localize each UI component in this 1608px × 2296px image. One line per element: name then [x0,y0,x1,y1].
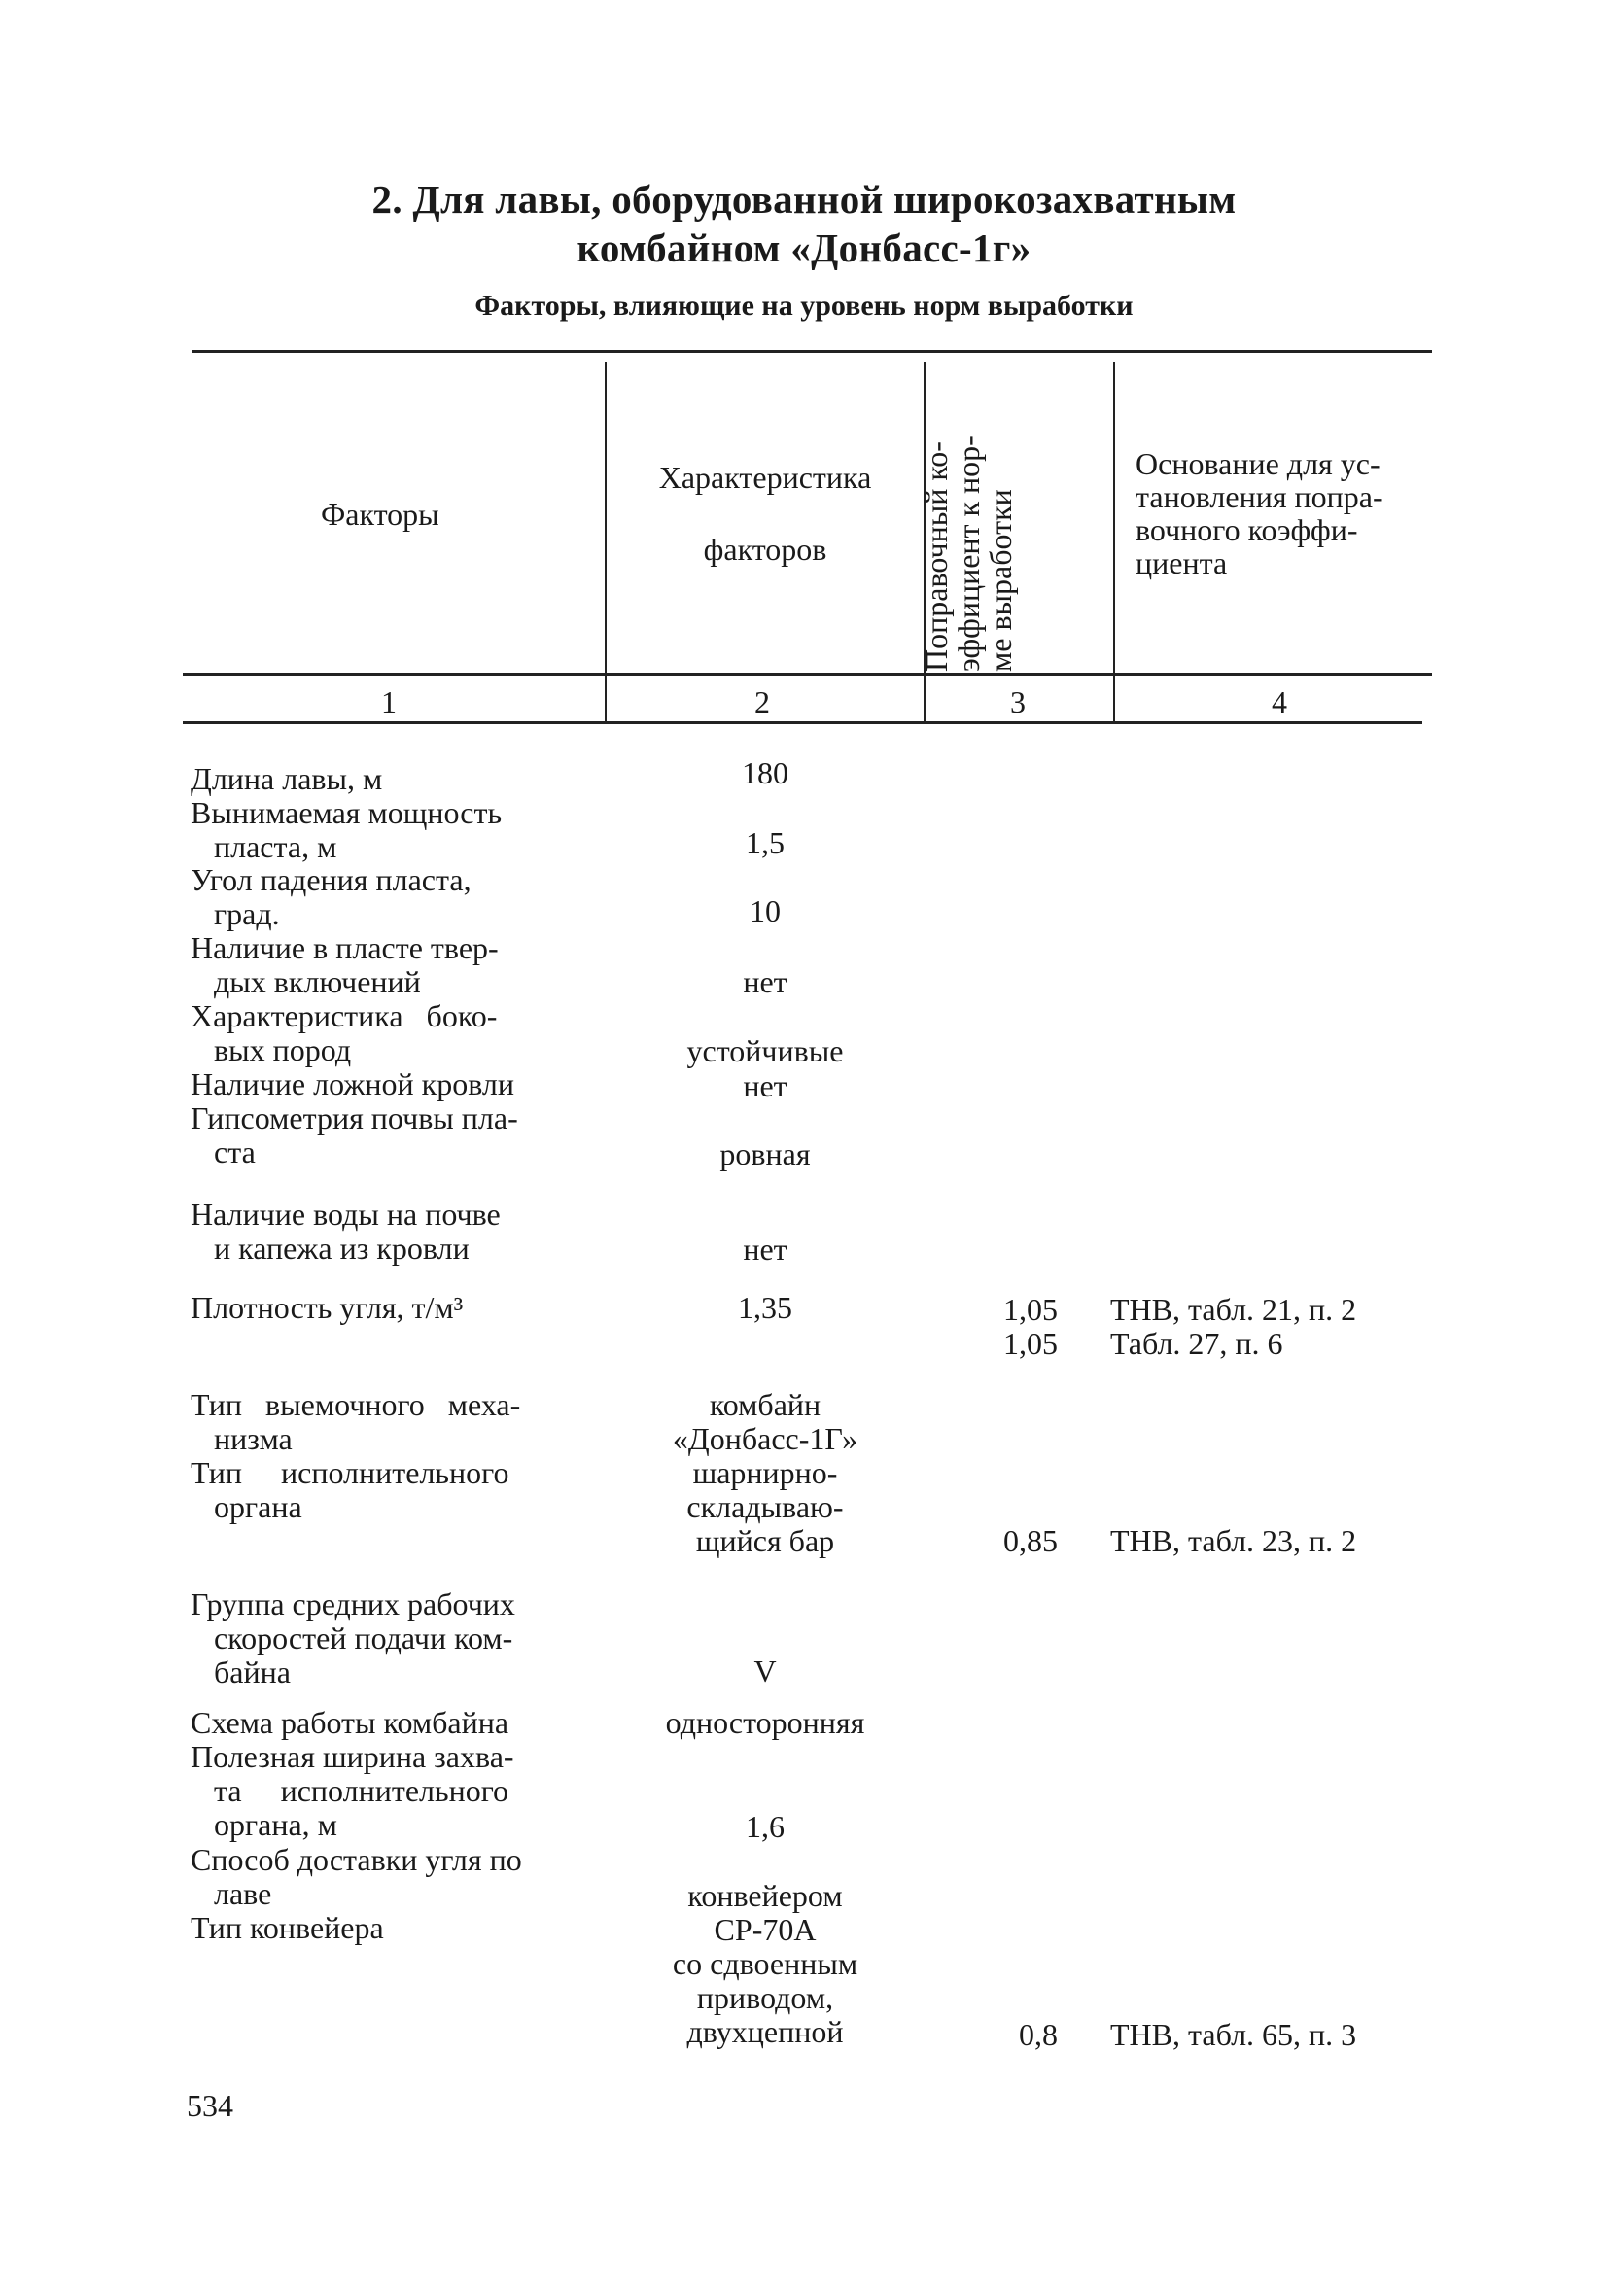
row-16-value: СР-70А со сдвоенным приводом, двухцепной [672,1912,858,2049]
row-3-factor: Угол падения пласта, град. [191,862,472,931]
row-11-coefficient: 0,85 [1003,1523,1058,1558]
row-6-value: нет [743,1068,787,1103]
row-4-factor: Наличие в пласте твер- дых включений [191,930,499,999]
header-bottom-rule [183,673,1432,676]
column-number-1: 1 [381,684,397,719]
row-16-basis: ТНВ, табл. 65, п. 3 [1110,2017,1357,2052]
section-title-line-2: комбайном «Донбасс-1г» [577,226,1031,270]
header-factors: Факторы [321,497,439,532]
row-4-value: нет [743,964,787,999]
row-9-coefficient: 1,05 1,05 [1003,1292,1058,1361]
header-characteristics-line-1: Характеристика [658,460,872,495]
header-divider-3 [1113,362,1115,723]
column-number-2: 2 [754,684,770,719]
page-number: 534 [187,2088,233,2123]
header-characteristics-line-2: факторов [703,532,827,567]
row-3-value: 10 [750,893,781,928]
row-9-factor: Плотность угля, т/м³ [191,1290,464,1325]
table-top-rule [192,350,1432,353]
row-1-factor: Длина лавы, м [191,761,383,796]
header-basis: Основание для ус- тановления попра- вочного коэффи- циента [1136,446,1383,580]
row-10-factor: Тип выемочного меха- низма [191,1387,521,1456]
row-9-value: 1,35 [738,1290,792,1325]
row-10-value: комбайн «Донбасс-1Г» [672,1387,858,1456]
table-caption: Факторы, влияющие на уровень норм выработки [474,290,1134,322]
row-1-value: 180 [742,755,788,790]
row-16-coefficient: 0,8 [1019,2017,1058,2052]
row-15-factor: Способ доставки угля по лаве [191,1842,522,1911]
column-number-4: 4 [1272,684,1287,719]
row-16-factor: Тип конвейера [191,1910,384,1945]
row-11-basis: ТНВ, табл. 23, п. 2 [1110,1523,1357,1558]
column-numbers-rule [183,721,1422,724]
row-5-factor: Характеристика боко- вых пород [191,998,498,1067]
row-13-factor: Схема работы комбайна [191,1705,509,1740]
row-11-value: шарнирно- складываю- щийся бар [686,1455,844,1558]
header-correction-coefficient: Поправочный ко- эффициент к нор- ме выработки [919,435,1018,672]
row-8-factor: Наличие воды на почве и капежа из кровли [191,1197,501,1266]
row-12-factor: Группа средних рабочих скоростей подачи ком- байна [191,1586,515,1689]
section-title-line-1: 2. Для лавы, оборудованной широкозахватным [371,177,1237,222]
row-5-value: устойчивые [686,1033,844,1068]
row-2-value: 1,5 [746,825,785,860]
row-7-value: ровная [719,1136,811,1171]
row-13-value: односторонняя [665,1705,865,1740]
row-15-value: конвейером [687,1878,843,1913]
row-14-factor: Полезная ширина захва- та исполнительного органа, м [191,1739,514,1842]
row-8-value: нет [743,1232,787,1267]
section-title [0,175,1608,272]
row-11-factor: Тип исполнительного органа [191,1455,509,1524]
column-number-3: 3 [1010,684,1026,719]
row-7-factor: Гипсометрия почвы пла- ста [191,1100,518,1169]
row-2-factor: Вынимаемая мощность пласта, м [191,795,503,864]
row-14-value: 1,6 [746,1809,785,1844]
row-6-factor: Наличие ложной кровли [191,1066,514,1101]
row-9-basis: ТНВ, табл. 21, п. 2 Табл. 27, п. 6 [1110,1292,1357,1361]
row-12-value: V [753,1653,777,1688]
